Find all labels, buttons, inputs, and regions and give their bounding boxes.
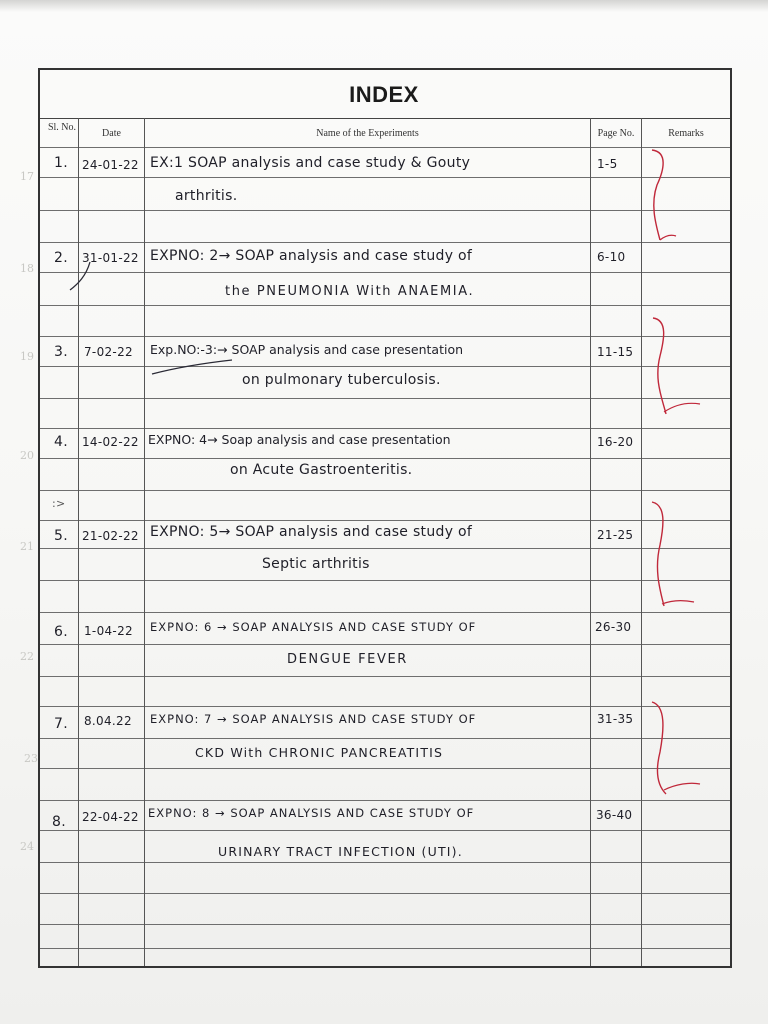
remark-mark-3 xyxy=(652,502,664,606)
margin-tick: 21 xyxy=(20,540,34,553)
header-remarks: Remarks xyxy=(668,128,704,139)
entry-3-pages: 11-15 xyxy=(597,345,634,359)
entry-5-title-line2: Septic arthritis xyxy=(262,556,370,572)
entry-1-pages: 1-5 xyxy=(597,157,618,171)
remark-tick-3 xyxy=(662,601,694,604)
entry-3-date: 7-02-22 xyxy=(84,345,133,359)
margin-tick: 22 xyxy=(20,650,34,663)
page-title: INDEX xyxy=(349,82,419,107)
margin-tick: 19 xyxy=(20,350,34,363)
entry-8-title-line2: URINARY TRACT INFECTION (UTI). xyxy=(218,844,463,859)
remark-mark-1 xyxy=(652,150,663,240)
entry-8-sl: 8. xyxy=(52,814,66,830)
entry-7-sl: 7. xyxy=(54,716,68,732)
header-sl-no: Sl. No. xyxy=(47,122,77,133)
entry-2-title-line1: EXPNO: 2→ SOAP analysis and case study of xyxy=(150,248,473,264)
entry-7-pages: 31-35 xyxy=(597,712,634,726)
entry-8-title-line1: EXPNO: 8 → SOAP ANALYSIS AND CASE STUDY OF xyxy=(148,806,475,820)
entry-5-date: 21-02-22 xyxy=(82,529,139,543)
entry-1-sl: 1. xyxy=(54,155,68,171)
entry-4-date: 14-02-22 xyxy=(82,435,139,449)
title-underline-3 xyxy=(152,360,232,374)
entry-2-title-line2: the PNEUMONIA With ANAEMIA. xyxy=(225,284,475,299)
entry-8-pages: 36-40 xyxy=(596,808,633,822)
entry-3-title-line1: Exp.NO:-3:→ SOAP analysis and case presentation xyxy=(150,342,464,357)
entry-6-title-line1: EXPNO: 6 → SOAP ANALYSIS AND CASE STUDY OF xyxy=(150,620,477,634)
entry-6-title-line2: DENGUE FEVER xyxy=(287,652,408,667)
entry-2-sl: 2. xyxy=(54,250,68,266)
remark-tick-4 xyxy=(664,783,700,790)
entry-1-date: 24-01-22 xyxy=(82,158,139,172)
entry-2-date: 31-01-22 xyxy=(82,251,139,265)
entry-6-date: 1-04-22 xyxy=(84,624,133,638)
entry-4-title-line1: EXPNO: 4→ Soap analysis and case presentation xyxy=(148,432,451,447)
margin-tick: 20 xyxy=(20,449,34,462)
date-underline-2 xyxy=(70,262,90,290)
remark-tick-2 xyxy=(664,403,700,412)
entry-6-pages: 26-30 xyxy=(595,620,632,634)
entry-8-date: 22-04-22 xyxy=(82,810,139,824)
margin-tick: 24 xyxy=(20,840,34,853)
margin-tick: 17 xyxy=(20,170,34,183)
header-page-no: Page No. xyxy=(597,128,635,139)
entry-4-sl: 4. xyxy=(54,434,68,450)
entry-5-sl: 5. xyxy=(54,528,68,544)
entry-2-pages: 6-10 xyxy=(597,250,626,264)
remark-mark-2 xyxy=(653,318,666,414)
entry-4-title-line2: on Acute Gastroenteritis. xyxy=(230,462,413,478)
remark-tick-1 xyxy=(660,235,676,240)
remark-mark-4 xyxy=(652,702,666,794)
entry-7-title-line2: CKD With CHRONIC PANCREATITIS xyxy=(195,745,444,760)
header-date: Date xyxy=(102,128,121,139)
header-experiment-name: Name of the Experiments xyxy=(316,128,419,139)
entry-6-sl: 6. xyxy=(54,624,68,640)
entry-3-sl: 3. xyxy=(54,344,68,360)
entry-5-title-line1: EXPNO: 5→ SOAP analysis and case study of xyxy=(150,524,473,540)
entry-5-pages: 21-25 xyxy=(597,528,634,542)
entry-1-title-line2: arthritis. xyxy=(175,188,238,204)
entry-7-title-line1: EXPNO: 7 → SOAP ANALYSIS AND CASE STUDY OF xyxy=(150,712,477,726)
stray-mark: :> xyxy=(52,497,66,510)
entry-1-title-line1: EX:1 SOAP analysis and case study & Gouty xyxy=(150,155,471,171)
margin-tick: 23 xyxy=(24,752,38,765)
entry-4-pages: 16-20 xyxy=(597,435,634,449)
margin-tick: 18 xyxy=(20,262,34,275)
entry-7-date: 8.04.22 xyxy=(84,714,132,728)
entry-3-title-line2: on pulmonary tuberculosis. xyxy=(242,372,441,388)
